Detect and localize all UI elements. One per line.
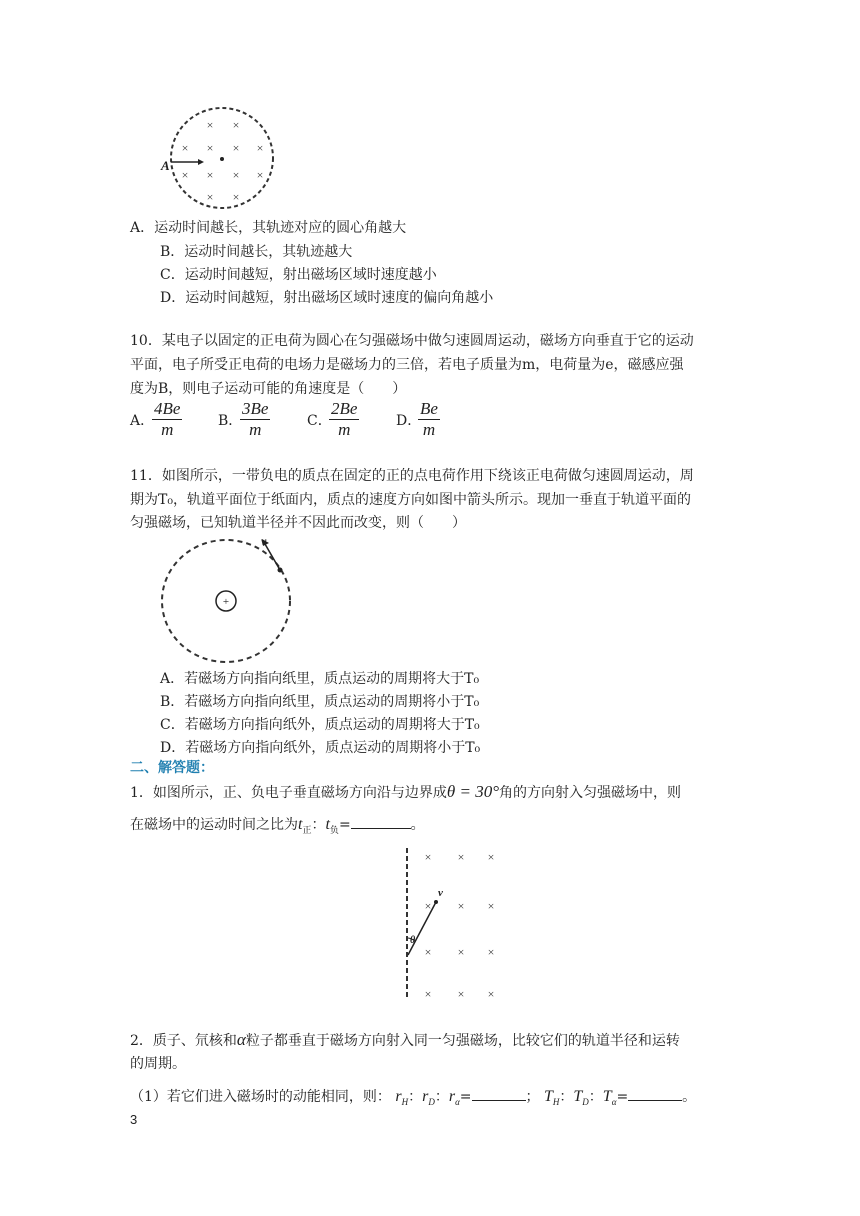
cross-mark: × — [424, 899, 432, 913]
answer-blank-t[interactable] — [628, 1086, 682, 1101]
cross-mark: × — [181, 168, 189, 182]
cross-mark: × — [424, 987, 432, 1001]
denominator: m — [249, 420, 262, 439]
cross-mark: × — [206, 168, 214, 182]
sub-h: H — [401, 1096, 409, 1107]
angle-math: θ = 30° — [446, 782, 500, 801]
q10-option-c-fraction — [329, 399, 359, 440]
q11-stem-line1: 11．如图所示，一带负电的质点在固定的正的点电荷作用下绕该正电荷做匀速圆周运动，周 — [130, 468, 694, 484]
text: （1）若它们进入磁场时的动能相同，则： — [130, 1089, 391, 1105]
cross-mark: × — [424, 945, 432, 959]
section-title: 二、解答题： — [130, 760, 214, 776]
equals: = — [459, 1089, 472, 1105]
cross-mark: × — [457, 850, 465, 864]
colon: ： — [434, 1089, 449, 1105]
numerator: Be — [420, 399, 438, 418]
denominator: m — [161, 420, 174, 439]
cross-mark: × — [232, 190, 240, 204]
a1-stem-line2 — [130, 814, 425, 841]
cross-mark: × — [232, 118, 240, 132]
figure-magnetic-circle — [160, 100, 280, 210]
q9-option-a: A．运动时间越长，其轨迹对应的圆心角越大 — [130, 220, 407, 236]
cross-mark: × — [457, 945, 465, 959]
q10-stem-line1: 10．某电子以固定的正电荷为圆心在匀强磁场中做匀速圆周运动，磁场方向垂直于它的运动 — [130, 333, 694, 349]
q11-option-b: B．若磁场方向指向纸里，质点运动的周期将小于T₀ — [160, 694, 480, 710]
cross-mark: × — [487, 987, 495, 1001]
cross-mark: × — [424, 850, 432, 864]
alpha-symbol: α — [236, 1030, 246, 1049]
q11-option-c: C．若磁场方向指向纸外，质点运动的周期将大于T₀ — [160, 717, 480, 733]
label-v: v — [438, 887, 443, 899]
numerator: 2Be — [331, 399, 358, 418]
figure-boundary — [398, 846, 508, 1002]
period: 。 — [410, 817, 425, 833]
velocity-line — [408, 902, 436, 955]
q9-option-b: B．运动时间越长，其轨迹越大 — [160, 244, 353, 260]
a1-stem-line1 — [130, 782, 681, 803]
semicolon: ； — [525, 1089, 540, 1105]
cross-marks — [425, 850, 495, 1001]
text: 角的方向射入匀强磁场中，则 — [499, 785, 682, 801]
cross-marks — [182, 118, 264, 204]
answer-blank[interactable] — [351, 814, 411, 829]
t-symbol: T — [602, 1088, 612, 1105]
q11-stem-line2: 期为T₀，轨道平面位于纸面内，质点的速度方向如图中箭头所示。现加一垂直于轨道平面的 — [130, 492, 691, 508]
figure-orbit — [158, 534, 298, 664]
q9-option-d: D．运动时间越短，射出磁场区域时速度的偏向角越小 — [160, 290, 494, 306]
cross-mark: × — [256, 141, 264, 155]
t-symbol: t — [325, 816, 330, 833]
sub-d: D — [428, 1096, 435, 1107]
sub-positive: 正 — [302, 825, 312, 836]
cross-mark: × — [487, 945, 495, 959]
cross-mark: × — [206, 118, 214, 132]
q10-stem-line2: 平面，电子所受正电荷的电场力是磁场力的三倍，若电子质量为m，电荷量为e，磁感应强 — [130, 357, 684, 373]
cross-mark: × — [206, 190, 214, 204]
text: 2．质子、氘核和 — [130, 1033, 237, 1049]
label-theta: θ — [410, 935, 416, 946]
q10-option-d-fraction — [418, 399, 440, 440]
colon: ： — [588, 1089, 603, 1105]
particle-dot — [434, 900, 438, 904]
q9-option-c: C．运动时间越短，射出磁场区域时速度越小 — [160, 267, 437, 283]
cross-mark: × — [232, 141, 240, 155]
sub-alpha: α — [611, 1096, 617, 1107]
a2-stem-line1 — [130, 1030, 680, 1051]
page-number: 3 — [130, 1112, 138, 1127]
sub-h: H — [552, 1096, 560, 1107]
label-a: A — [161, 158, 170, 173]
sub-alpha: α — [455, 1096, 460, 1107]
q10-option-b-fraction — [240, 399, 270, 440]
q11-stem-line3: 匀强磁场，已知轨道半径并不因此而改变，则（ ） — [130, 515, 466, 531]
r-symbol: r — [395, 1088, 402, 1105]
r-symbol: r — [448, 1088, 456, 1105]
cross-mark: × — [487, 899, 495, 913]
denominator: m — [422, 420, 436, 439]
denominator: m — [338, 420, 351, 439]
sub-d: D — [582, 1096, 589, 1107]
cross-mark: × — [232, 168, 240, 182]
text: 在磁场中的运动时间之比为 — [130, 817, 298, 833]
t-symbol: T — [573, 1088, 583, 1105]
cross-mark: × — [487, 850, 495, 864]
q10-stem-line3: 度为B，则电子运动可能的角速度是（ ） — [130, 381, 407, 397]
plus-label: + — [222, 596, 230, 608]
a2-part1 — [130, 1086, 696, 1112]
colon: ： — [311, 817, 326, 833]
q10-option-c-label: C． — [307, 413, 332, 429]
sub-negative: 负 — [329, 825, 339, 836]
cross-mark: × — [457, 987, 465, 1001]
t-symbol: T — [543, 1088, 553, 1105]
q11-option-d: D．若磁场方向指向纸外，质点运动的周期将小于T₀ — [160, 740, 481, 756]
a2-stem-line2: 的周期。 — [130, 1056, 186, 1072]
t-symbol: t — [298, 816, 303, 833]
period: 。 — [682, 1089, 697, 1105]
label-v: v — [261, 534, 267, 548]
center-dot — [220, 157, 224, 161]
cross-mark: × — [457, 899, 465, 913]
q10-option-a-fraction — [152, 399, 182, 440]
numerator: 3Be — [242, 399, 269, 418]
numerator: 4Be — [154, 399, 181, 418]
q10-option-d-label: D． — [396, 413, 422, 429]
q11-option-a: A．若磁场方向指向纸里，质点运动的周期将大于T₀ — [160, 671, 480, 687]
velocity-arrow — [265, 544, 280, 570]
text: 粒子都垂直于磁场方向射入同一匀强磁场，比较它们的轨道半径和运转 — [245, 1033, 680, 1049]
colon: ： — [408, 1089, 423, 1105]
cross-mark: × — [256, 168, 264, 182]
text: 1．如图所示，正、负电子垂直磁场方向沿与边界成 — [130, 785, 447, 801]
equals: = — [616, 1089, 629, 1105]
cross-mark: × — [206, 141, 214, 155]
q10-option-a-label: A． — [130, 413, 155, 429]
q10-option-b-label: B． — [218, 413, 243, 429]
colon: ： — [559, 1089, 574, 1105]
answer-blank-r[interactable] — [472, 1086, 526, 1101]
r-symbol: r — [422, 1088, 429, 1105]
cross-mark: × — [181, 141, 189, 155]
equals: = — [338, 817, 351, 833]
